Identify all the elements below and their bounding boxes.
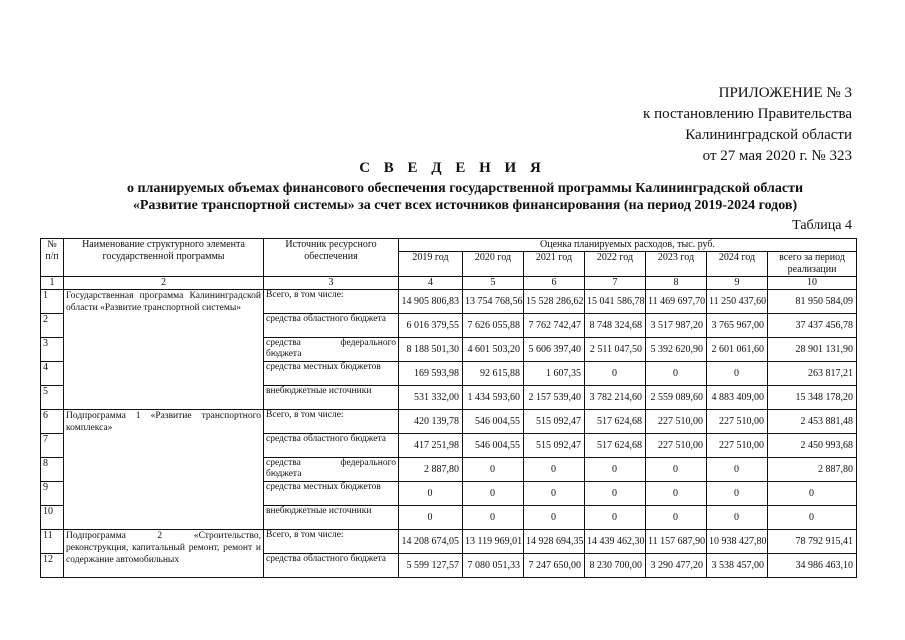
year-value: 0	[524, 458, 585, 482]
structural-element-name: Государственная программа Калининградской области «Развитие транспортной системы»	[64, 290, 264, 410]
year-value: 14 905 806,83	[399, 290, 463, 314]
year-value: 531 332,00	[399, 386, 463, 410]
year-value: 11 250 437,60	[707, 290, 768, 314]
year-value: 0	[707, 458, 768, 482]
year-value: 0	[399, 506, 463, 530]
funding-source: средства областного бюджета	[264, 314, 399, 338]
total-value: 0	[768, 482, 857, 506]
year-value: 515 092,47	[524, 434, 585, 458]
funding-source: внебюджетные источники	[264, 506, 399, 530]
row-number: 4	[41, 362, 64, 386]
row-number: 8	[41, 458, 64, 482]
year-value: 13 754 768,56	[463, 290, 524, 314]
year-value: 0	[585, 482, 646, 506]
row-number: 5	[41, 386, 64, 410]
col-index: 1	[41, 277, 64, 290]
funding-source: внебюджетные источники	[264, 386, 399, 410]
row-number: 11	[41, 530, 64, 554]
column-index-row	[41, 277, 857, 290]
row-number: 9	[41, 482, 64, 506]
year-value: 546 004,55	[463, 434, 524, 458]
year-value: 2 157 539,40	[524, 386, 585, 410]
year-value: 15 528 286,62	[524, 290, 585, 314]
structural-element-name: Подпрограмма 1 «Развитие транспортного комплекса»	[64, 410, 264, 530]
row-number: 1	[41, 290, 64, 314]
total-value: 15 348 178,20	[768, 386, 857, 410]
col-header-total: всего за период реализации	[768, 252, 857, 277]
total-value: 81 950 584,09	[768, 290, 857, 314]
col-index: 6	[524, 277, 585, 290]
col-header-estimate: Оценка планируемых расходов, тыс. руб.	[399, 239, 857, 252]
year-value: 0	[524, 482, 585, 506]
funding-source: средства местных бюджетов	[264, 362, 399, 386]
year-value: 11 469 697,70	[646, 290, 707, 314]
funding-source: средства местных бюджетов	[264, 482, 399, 506]
year-value: 11 157 687,90	[646, 530, 707, 554]
total-value: 2 453 881,48	[768, 410, 857, 434]
col-header-year: 2022 год	[585, 252, 646, 277]
year-value: 546 004,55	[463, 410, 524, 434]
col-header-year: 2020 год	[463, 252, 524, 277]
appendix-number: ПРИЛОЖЕНИЕ № 3	[718, 85, 852, 101]
year-value: 0	[646, 362, 707, 386]
row-number: 3	[41, 338, 64, 362]
col-index: 10	[768, 277, 857, 290]
year-value: 5 392 620,90	[646, 338, 707, 362]
year-value: 3 538 457,00	[707, 554, 768, 578]
col-index: 4	[399, 277, 463, 290]
year-value: 15 041 586,78	[585, 290, 646, 314]
total-value: 0	[768, 506, 857, 530]
year-value: 1 434 593,60	[463, 386, 524, 410]
year-value: 3 517 987,20	[646, 314, 707, 338]
year-value: 13 119 969,01	[463, 530, 524, 554]
col-index: 8	[646, 277, 707, 290]
table-row	[41, 410, 857, 434]
total-value: 34 986 463,10	[768, 554, 857, 578]
year-value: 0	[463, 482, 524, 506]
total-value: 78 792 915,41	[768, 530, 857, 554]
col-header-year: 2023 год	[646, 252, 707, 277]
year-value: 3 290 477,20	[646, 554, 707, 578]
col-index: 5	[463, 277, 524, 290]
year-value: 7 626 055,88	[463, 314, 524, 338]
funding-source: Всего, в том числе:	[264, 290, 399, 314]
total-value: 28 901 131,90	[768, 338, 857, 362]
total-value: 37 437 456,78	[768, 314, 857, 338]
funding-source: средства областного бюджета	[264, 434, 399, 458]
year-value: 7 247 650,00	[524, 554, 585, 578]
row-number: 2	[41, 314, 64, 338]
funding-table-body	[41, 290, 857, 578]
year-value: 515 092,47	[524, 410, 585, 434]
col-index: 7	[585, 277, 646, 290]
funding-table	[40, 238, 857, 578]
year-value: 3 782 214,60	[585, 386, 646, 410]
year-value: 14 439 462,30	[585, 530, 646, 554]
year-value: 6 016 379,55	[399, 314, 463, 338]
document-title: С В Е Д Е Н И Я	[359, 160, 546, 176]
row-number: 6	[41, 410, 64, 434]
year-value: 7 762 742,47	[524, 314, 585, 338]
document-subtitle-line2: «Развитие транспортной системы» за счет всех источников финансирования (на период 2019-2024 годов)	[132, 198, 798, 213]
funding-source: Всего, в том числе:	[264, 530, 399, 554]
total-value: 2 887,80	[768, 458, 857, 482]
year-value: 3 765 967,00	[707, 314, 768, 338]
year-value: 14 208 674,05	[399, 530, 463, 554]
year-value: 0	[646, 506, 707, 530]
row-number: 7	[41, 434, 64, 458]
row-number: 10	[41, 506, 64, 530]
year-value: 0	[646, 458, 707, 482]
year-value: 0	[707, 482, 768, 506]
table-row	[41, 290, 857, 314]
year-value: 8 230 700,00	[585, 554, 646, 578]
appendix-resolution-line: к постановлению Правительства	[643, 106, 852, 122]
year-value: 0	[707, 506, 768, 530]
col-index: 3	[264, 277, 399, 290]
year-value: 0	[524, 506, 585, 530]
appendix-region-line: Калининградской области	[685, 127, 852, 143]
year-value: 10 938 427,80	[707, 530, 768, 554]
year-value: 0	[585, 458, 646, 482]
document-subtitle-line1: о планируемых объемах финансового обеспечения государственной программы Калининградской области	[126, 181, 804, 196]
year-value: 0	[463, 458, 524, 482]
year-value: 92 615,88	[463, 362, 524, 386]
funding-source: Всего, в том числе:	[264, 410, 399, 434]
year-value: 1 607,35	[524, 362, 585, 386]
col-index: 2	[64, 277, 264, 290]
year-value: 0	[585, 362, 646, 386]
col-header-name: Наименование структурного элемента государственной программы	[64, 239, 264, 277]
year-value: 4 883 409,00	[707, 386, 768, 410]
year-value: 14 928 694,35	[524, 530, 585, 554]
year-value: 8 748 324,68	[585, 314, 646, 338]
year-value: 0	[463, 506, 524, 530]
year-value: 5 606 397,40	[524, 338, 585, 362]
funding-source: средства федерального бюджета	[264, 338, 399, 362]
table-label: Таблица 4	[792, 218, 852, 233]
year-value: 169 593,98	[399, 362, 463, 386]
year-value: 8 188 501,30	[399, 338, 463, 362]
year-value: 2 511 047,50	[585, 338, 646, 362]
year-value: 2 601 061,60	[707, 338, 768, 362]
total-value: 263 817,21	[768, 362, 857, 386]
appendix-date-line: от 27 мая 2020 г. № 323	[702, 148, 852, 164]
funding-source: средства областного бюджета	[264, 554, 399, 578]
funding-source: средства федерального бюджета	[264, 458, 399, 482]
year-value: 417 251,98	[399, 434, 463, 458]
year-value: 517 624,68	[585, 410, 646, 434]
year-value: 227 510,00	[646, 410, 707, 434]
col-header-year: 2019 год	[399, 252, 463, 277]
year-value: 420 139,78	[399, 410, 463, 434]
table-row	[41, 530, 857, 554]
year-value: 0	[707, 362, 768, 386]
year-value: 0	[646, 482, 707, 506]
year-value: 4 601 503,20	[463, 338, 524, 362]
col-header-year: 2024 год	[707, 252, 768, 277]
row-number: 12	[41, 554, 64, 578]
structural-element-name: Подпрограмма 2 «Строительство, реконструкция, капитальный ремонт, ремонт и содержание автомобильных	[64, 530, 264, 578]
total-value: 2 450 993,68	[768, 434, 857, 458]
year-value: 227 510,00	[707, 434, 768, 458]
year-value: 0	[399, 482, 463, 506]
year-value: 227 510,00	[646, 434, 707, 458]
col-index: 9	[707, 277, 768, 290]
col-header-year: 2021 год	[524, 252, 585, 277]
year-value: 0	[585, 506, 646, 530]
year-value: 227 510,00	[707, 410, 768, 434]
year-value: 2 887,80	[399, 458, 463, 482]
year-value: 2 559 089,60	[646, 386, 707, 410]
col-header-num: № п/п	[41, 239, 64, 277]
year-value: 7 080 051,33	[463, 554, 524, 578]
year-value: 5 599 127,57	[399, 554, 463, 578]
year-value: 517 624,68	[585, 434, 646, 458]
col-header-source: Источник ресурсного обеспечения	[264, 239, 399, 277]
